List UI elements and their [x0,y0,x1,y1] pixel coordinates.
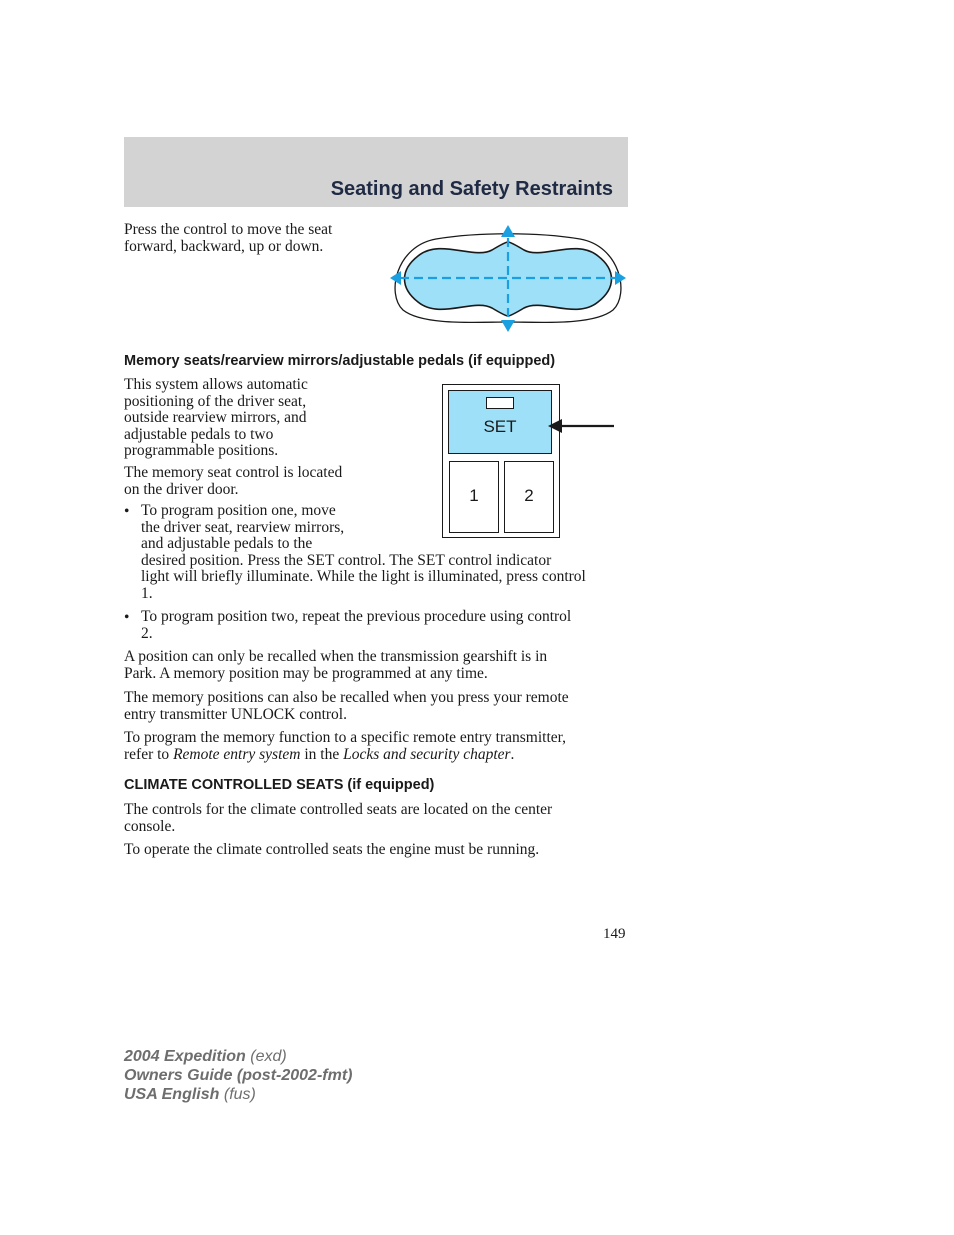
text-line: 1. [141,584,153,602]
arrow-down-icon [501,320,515,332]
text-line: The controls for the climate controlled seats are located on the center [124,801,553,818]
text-line: and adjustable pedals to the [141,535,313,552]
text-line: the driver seat, rearview mirrors, [141,518,345,536]
text-line: adjustable pedals to two [124,425,274,443]
memory-button-2-label: 2 [524,486,534,505]
memory-button-2 [504,461,554,533]
bullet-marker: • [124,609,130,626]
program-remote-text [124,730,566,763]
footer-line-2 [124,1066,352,1085]
text-line: 2. [141,624,153,642]
text-line: The memory positions can also be recalled when you press your remote [124,689,569,706]
recall-remote-text [124,690,569,723]
text-line: programmable positions. [124,442,279,459]
footer-line-3 [124,1085,352,1104]
arrow-up-icon [501,225,515,237]
footer-language: USA English [124,1086,220,1103]
locks-chapter-reference: Locks and security chapter [343,745,511,763]
seat-control-text [124,222,332,255]
seat-control-diagram-icon [388,224,628,334]
text-line: Park. A memory position may be programmed at any time. [124,664,488,682]
text-line: outside rearview mirrors, and [124,409,307,426]
document-footer [124,1047,352,1104]
climate-location-text [124,802,552,835]
memory-intro [124,377,308,460]
text-line: Press the control to move the seat [124,221,333,238]
text-line: To program the memory function to a specific remote entry transmitter, [124,729,567,746]
footer-guide: Owners Guide (post-2002-fmt) [124,1067,353,1084]
text-line: A position can only be recalled when the transmission gearshift is in [124,648,548,665]
text-line: forward, backward, up or down. [124,237,324,255]
text-line: console. [124,817,176,835]
text-line: desired position. Press the SET control. The SET control indicator [141,551,552,569]
set-button-label: SET [483,417,517,436]
climate-section-heading: CLIMATE CONTROLLED SEATS (if equipped) [124,777,435,793]
page-number: 149 [603,926,626,942]
remote-entry-reference: Remote entry system [173,745,301,763]
set-indicator-light [486,397,514,409]
text-line: This system allows automatic [124,376,308,393]
text-fragment: refer to [124,745,174,763]
memory-location [124,465,342,498]
text-line: on the driver door. [124,480,239,498]
section-title: Seating and Safety Restraints [330,178,613,200]
text-line: entry transmitter UNLOCK control. [124,705,347,723]
footer-language-code: (fus) [219,1086,256,1103]
pointer-arrow-icon [548,416,616,436]
text-line: The memory seat control is located [124,464,343,481]
set-button [448,390,552,454]
bullet-marker: • [124,503,130,520]
footer-model-code: (exd) [245,1048,287,1065]
footer-line-1 [124,1047,352,1066]
text-line: positioning of the driver seat, [124,392,307,410]
text-line: To program position one, move [141,502,336,519]
footer-model: 2004 Expedition [124,1048,246,1065]
text-fragment: . [510,745,515,763]
climate-operation-text: To operate the climate controlled seats the engine must be running. [124,841,540,858]
recall-park-text [124,649,547,682]
header-band [124,137,628,207]
memory-control-panel [442,384,560,538]
text-line: To program position two, repeat the previous procedure using control [141,608,572,625]
bullet-program-two [141,609,571,642]
memory-button-1 [449,461,499,533]
memory-button-1-label: 1 [469,486,479,505]
text-fragment: in the [300,745,344,763]
text-line: light will briefly illuminate. While the light is illuminated, press control [141,568,586,585]
memory-section-heading: Memory seats/rearview mirrors/adjustable pedals (if equipped) [124,353,556,369]
